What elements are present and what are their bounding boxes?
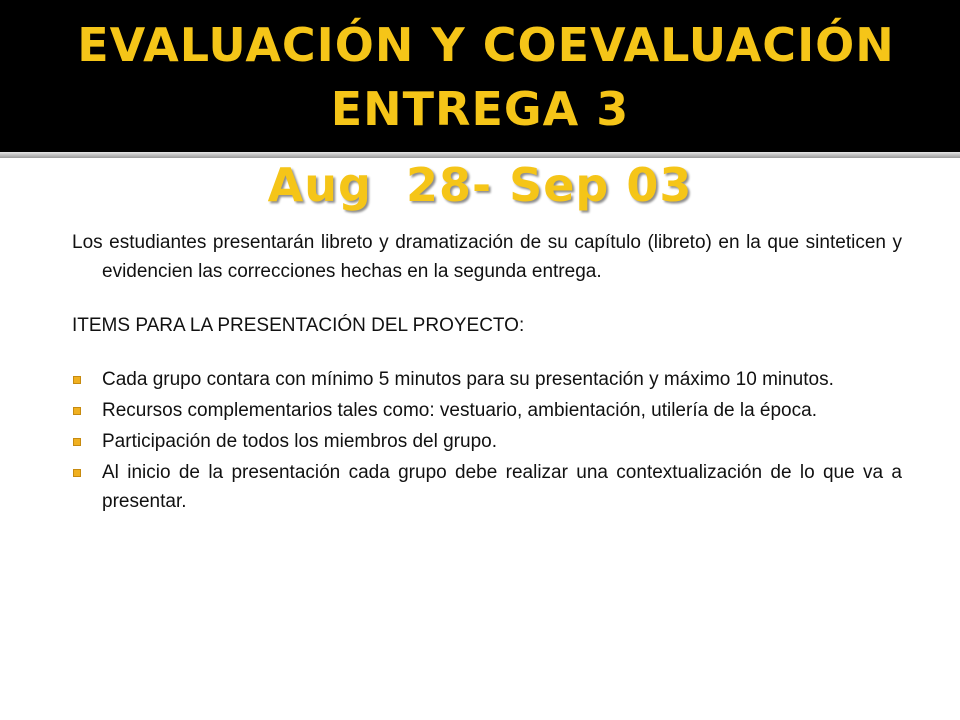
- items-heading: ITEMS PARA LA PRESENTACIÓN DEL PROYECTO:: [72, 315, 525, 336]
- list-item-text: Cada grupo contara con mínimo 5 minutos para su presentación y máximo 10 minutos.: [102, 369, 834, 390]
- items-list: [72, 365, 902, 516]
- slide-title-line-2: ENTREGA 3: [330, 82, 630, 136]
- square-bullet-icon: [73, 469, 81, 477]
- list-item-text: Recursos complementarios tales como: vestuario, ambientación, utilería de la época.: [102, 400, 817, 421]
- square-bullet-icon: [73, 376, 81, 384]
- list-item: [72, 396, 902, 425]
- slide-body: [72, 228, 902, 518]
- slide-title-line-1: EVALUACIÓN Y COEVALUACIÓN: [77, 18, 895, 72]
- list-item: [72, 427, 902, 456]
- list-item: [72, 365, 902, 394]
- intro-paragraph: Los estudiantes presentarán libreto y dramatización de su capítulo (libreto) en la que sinteticen y evidencien las correcciones hechas en la segunda entrega.: [72, 232, 902, 282]
- slide-title-dates: Aug 28- Sep 03: [267, 158, 693, 212]
- square-bullet-icon: [73, 438, 81, 446]
- list-item-text: Al inicio de la presentación cada grupo debe realizar una contextualización de lo que va a presentar.: [102, 462, 902, 512]
- list-item: [72, 458, 902, 516]
- square-bullet-icon: [73, 407, 81, 415]
- list-item-text: Participación de todos los miembros del grupo.: [102, 431, 497, 452]
